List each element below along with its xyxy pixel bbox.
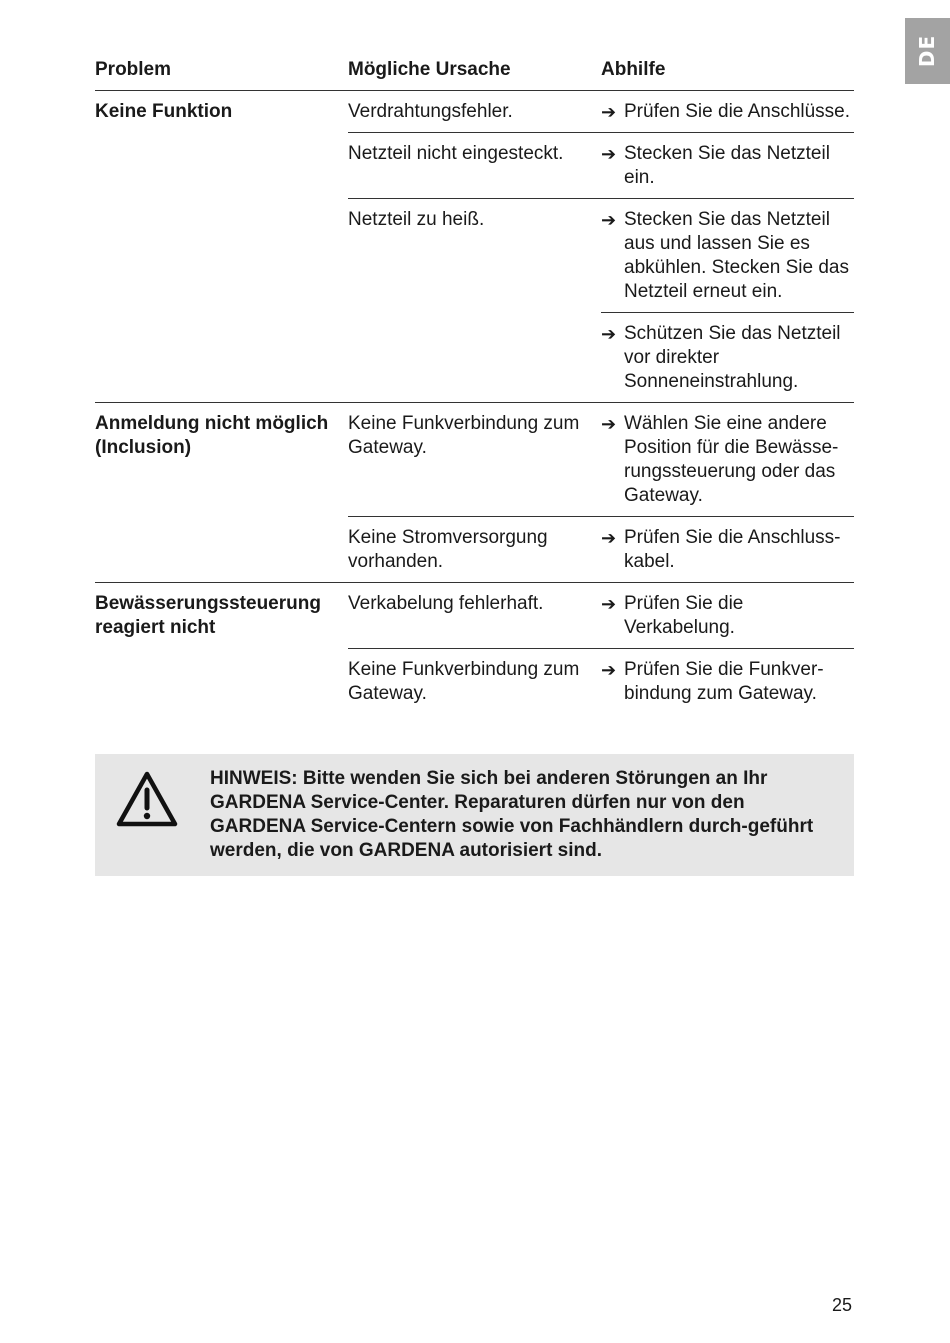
page-number: 25 <box>832 1295 853 1315</box>
arrow-right-icon: ➔ <box>601 528 617 548</box>
remedy-cell <box>601 312 854 402</box>
table-body <box>95 91 854 714</box>
remedy-text: Stecken Sie das Netzteil aus und lassen Sie es abkühlen. Stecken Sie das Netzteil erneut ein. <box>624 209 849 302</box>
cause-cell: Verdrahtungsfehler. <box>348 101 513 122</box>
remedy-cell <box>601 133 854 198</box>
remedy-text: Prüfen Sie die Anschluss-kabel. <box>624 527 841 572</box>
arrow-right-icon: ➔ <box>601 144 617 164</box>
remedy-text: Prüfen Sie die Verkabelung. <box>624 593 744 638</box>
remedy-group <box>601 403 854 516</box>
header-cause: Mögliche Ursache <box>348 59 511 80</box>
cause-cell: Keine Stromversorgung vorhanden. <box>348 527 548 572</box>
notice-box <box>95 754 854 876</box>
arrow-right-icon: ➔ <box>601 594 617 614</box>
table-row <box>95 583 854 714</box>
remedy-text: Prüfen Sie die Anschlüsse. <box>624 101 851 122</box>
cause-row <box>348 583 854 648</box>
language-tab <box>905 18 950 84</box>
cause-row <box>348 132 854 198</box>
arrow-right-icon: ➔ <box>601 660 617 680</box>
cause-group <box>348 403 854 582</box>
table-header <box>95 58 854 91</box>
cause-cell: Keine Funkverbindung zum Gateway. <box>348 413 580 458</box>
cause-group <box>348 583 854 714</box>
problem-cell: Bewässerungssteuerung reagiert nicht <box>95 593 321 638</box>
cause-group <box>348 91 854 402</box>
remedy-group <box>601 583 854 648</box>
warning-triangle-icon <box>115 770 179 828</box>
header-remedy: Abhilfe <box>601 59 666 80</box>
remedy-group <box>601 199 854 402</box>
cause-row <box>348 516 854 582</box>
remedy-cell <box>601 649 854 714</box>
remedy-cell <box>601 91 854 132</box>
remedy-group <box>601 517 854 582</box>
remedy-group <box>601 649 854 714</box>
language-tab-label: DE <box>915 34 940 68</box>
remedy-text: Stecken Sie das Netzteil ein. <box>624 143 830 188</box>
arrow-right-icon: ➔ <box>601 102 617 122</box>
remedy-group <box>601 91 854 132</box>
arrow-right-icon: ➔ <box>601 324 617 344</box>
table-row <box>95 403 854 583</box>
table-row <box>95 91 854 403</box>
remedy-cell <box>601 517 854 582</box>
troubleshooting-table <box>95 58 854 714</box>
remedy-group <box>601 133 854 198</box>
arrow-right-icon: ➔ <box>601 210 617 230</box>
notice-text: HINWEIS: Bitte wenden Sie sich bei anderen Störungen an Ihr GARDENA Service-Center. Reparaturen dürfen nur von den GARDENA Service-Centern sowie von Fachhändlern durch-geführt werden, die von GARDENA autorisiert sind. <box>210 768 814 861</box>
cause-cell: Netzteil nicht eingesteckt. <box>348 143 564 164</box>
cause-cell: Netzteil zu heiß. <box>348 209 485 230</box>
cause-row <box>348 403 854 516</box>
cause-row <box>348 198 854 402</box>
remedy-cell <box>601 403 854 516</box>
arrow-right-icon: ➔ <box>601 414 617 434</box>
problem-cell: Anmeldung nicht möglich (Inclusion) <box>95 413 329 458</box>
cause-row <box>348 648 854 714</box>
cause-cell: Verkabelung fehlerhaft. <box>348 593 544 614</box>
remedy-cell <box>601 199 854 312</box>
remedy-cell <box>601 583 854 648</box>
remedy-text: Schützen Sie das Netzteil vor direkter Sonneneinstrahlung. <box>624 323 841 392</box>
remedy-text: Wählen Sie eine andere Position für die Bewässe-rungssteuerung oder das Gateway. <box>624 413 839 506</box>
cause-cell: Keine Funkverbindung zum Gateway. <box>348 659 580 704</box>
header-problem: Problem <box>95 59 172 80</box>
cause-row <box>348 91 854 132</box>
remedy-text: Prüfen Sie die Funkver-bindung zum Gateway. <box>624 659 824 704</box>
problem-cell: Keine Funktion <box>95 101 233 122</box>
